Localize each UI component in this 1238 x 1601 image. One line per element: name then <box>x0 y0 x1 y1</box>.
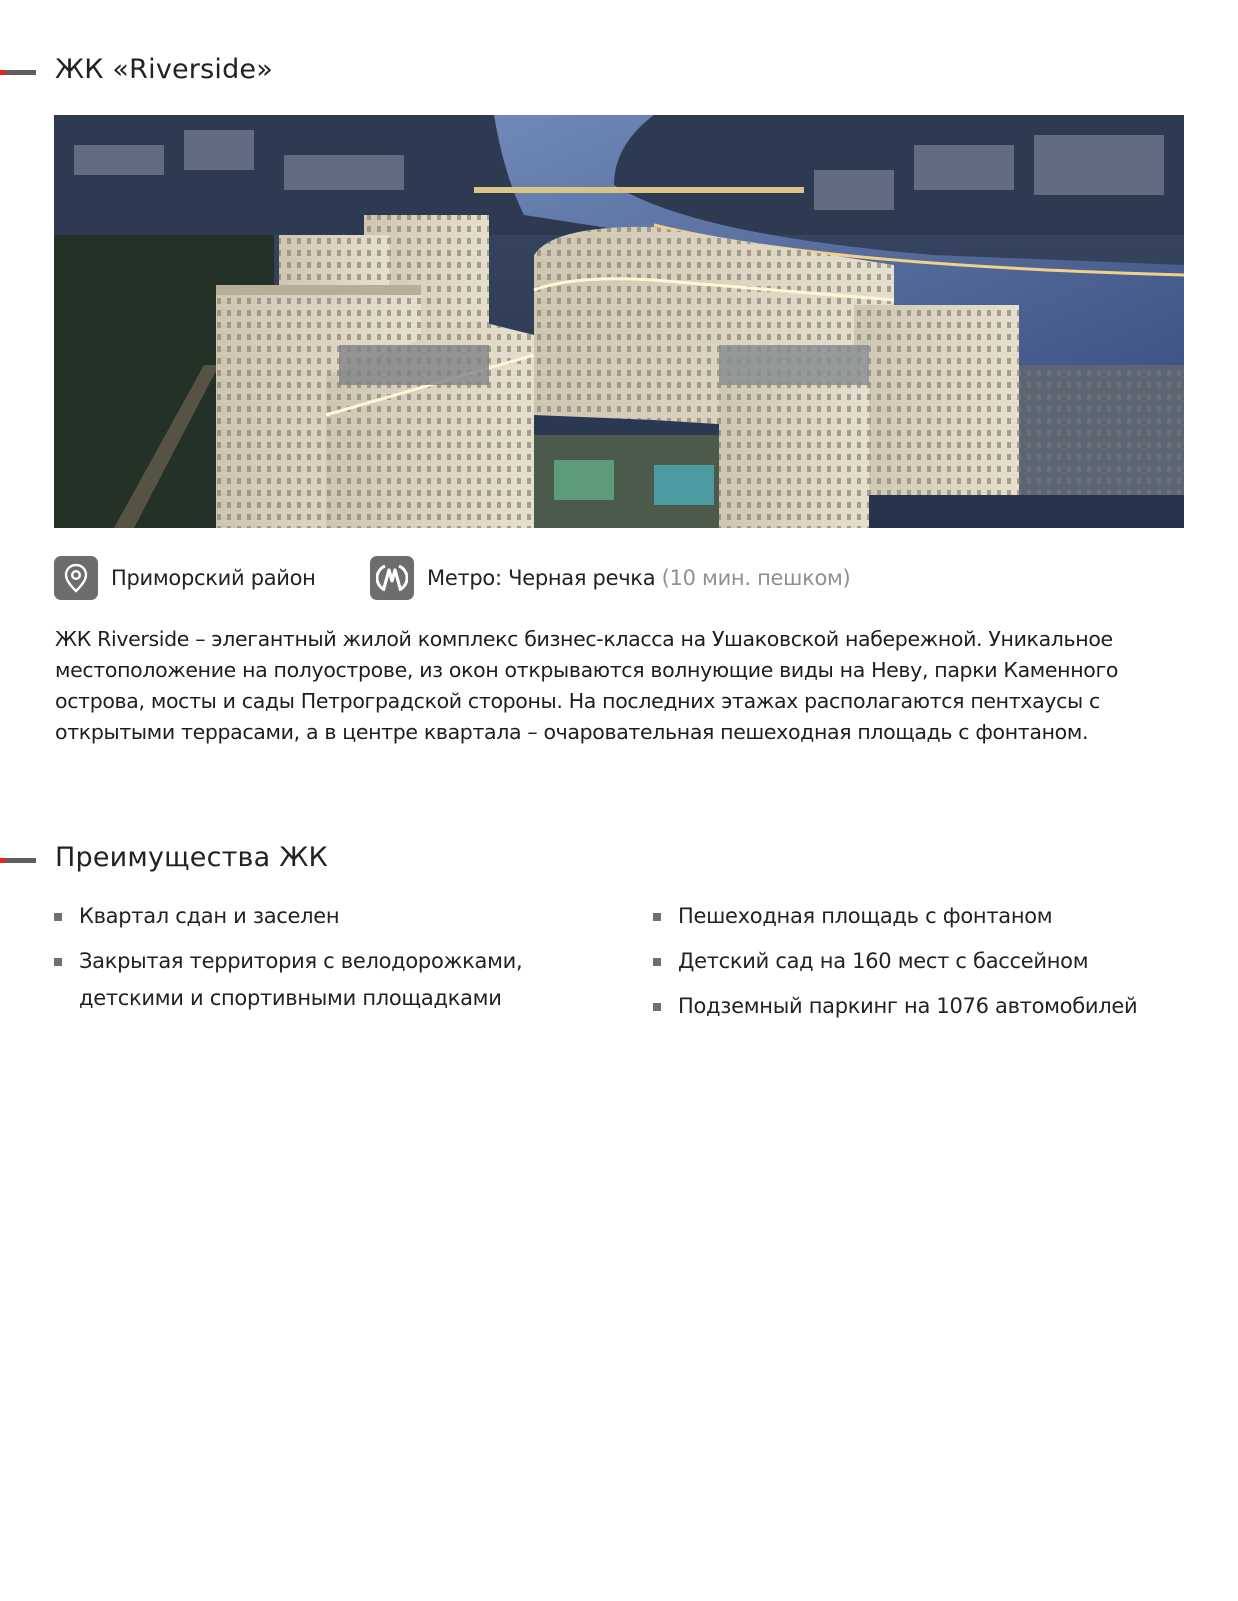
advantages-right-list <box>653 898 1193 1033</box>
metro-icon <box>370 556 414 600</box>
district-info <box>54 556 316 600</box>
district-name: Приморский район <box>111 566 316 590</box>
bullet-icon <box>653 1003 661 1011</box>
section-marker <box>0 70 36 75</box>
metro-station: Метро: Черная речка <box>427 566 656 590</box>
metro-info <box>370 556 850 600</box>
list-item: Подземный паркинг на 1076 автомобилей <box>653 988 1193 1025</box>
bullet-icon <box>54 913 62 921</box>
section-title: ЖК «Riverside» <box>55 54 273 85</box>
list-item: Закрытая территория с велодорожками, детскими и спортивными площадками <box>54 943 574 1017</box>
bullet-icon <box>653 913 661 921</box>
bullet-icon <box>653 958 661 966</box>
complex-description: ЖК Riverside – элегантный жилой комплекс бизнес-класса на Ушаковской набережной. Уникальное местоположение на полуострове, из окон открываются волнующие виды на Неву, парки Каменного острова, мосты и сады Петроградской стороны. На последних этажах располагаются пентхаусы с открытыми террасами, а в центре квартала – очаровательная пешеходная площадь с фонтаном. <box>55 627 1119 744</box>
metro-text <box>427 566 850 590</box>
advantages-left-list <box>54 898 574 1025</box>
list-item: Пешеходная площадь с фонтаном <box>653 898 1193 935</box>
location-pin-icon <box>54 556 98 600</box>
list-item: Квартал сдан и заселен <box>54 898 574 935</box>
list-item: Детский сад на 160 мест с бассейном <box>653 943 1193 980</box>
complex-photo <box>54 115 1184 528</box>
metro-walk-time: (10 мин. пешком) <box>661 566 851 590</box>
bullet-icon <box>54 958 62 966</box>
section-title: Преимущества ЖК <box>55 842 328 873</box>
section-marker <box>0 858 36 863</box>
